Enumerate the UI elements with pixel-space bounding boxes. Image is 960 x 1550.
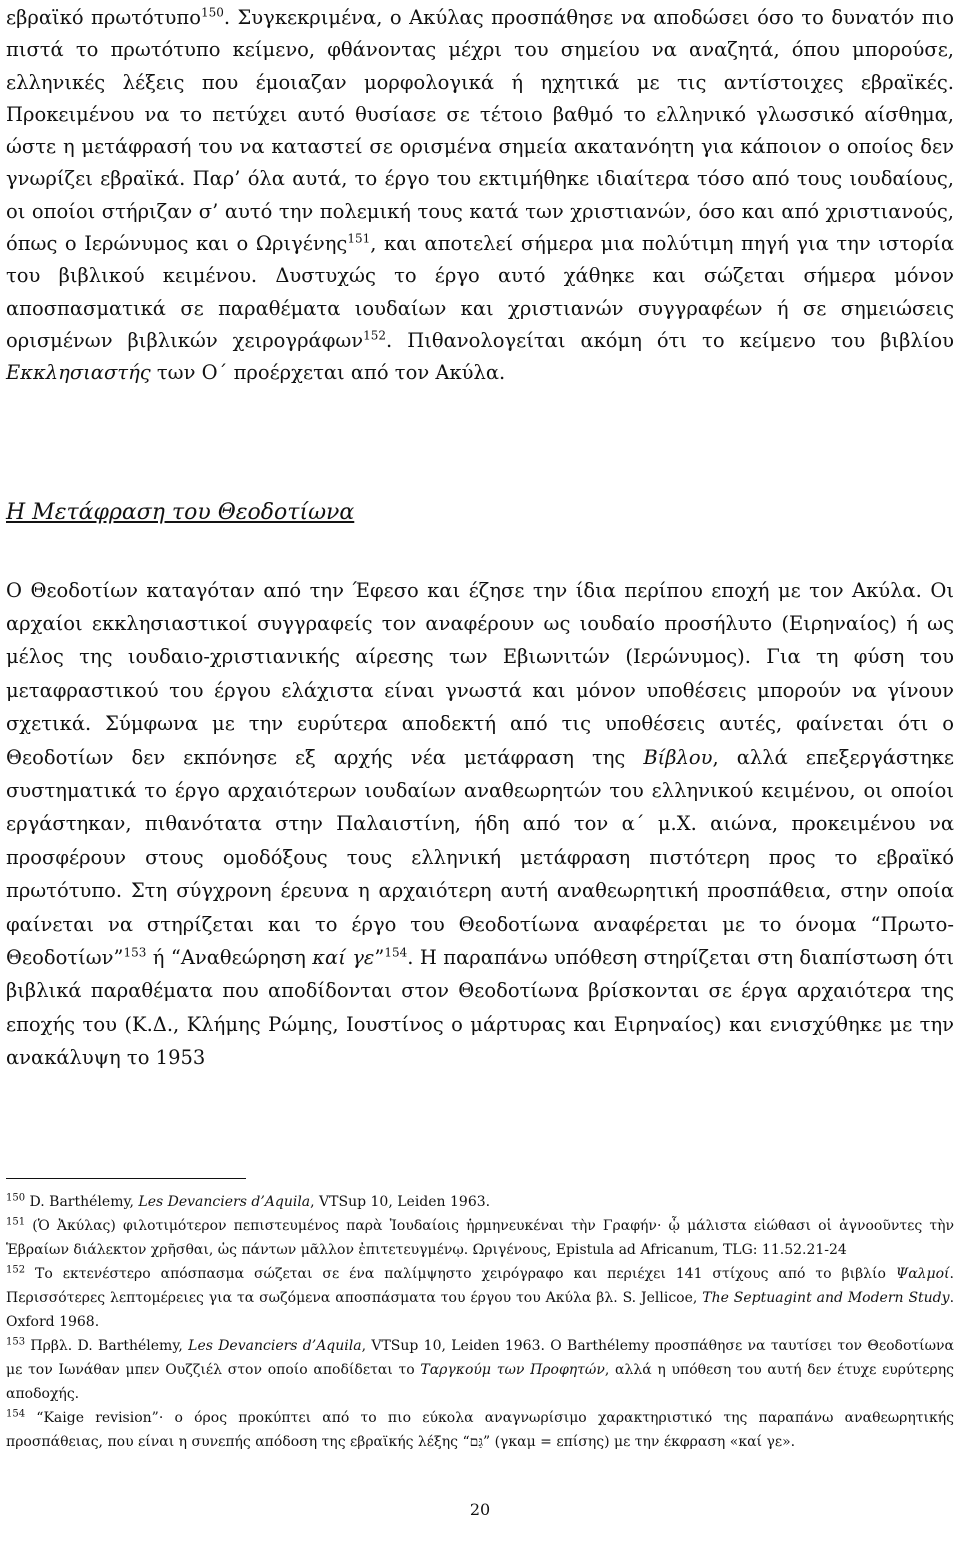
text-run: , VTSup 10, Leiden 1963. [310, 1194, 491, 1210]
footnote-152 [6, 1262, 954, 1334]
text-run: Πρβλ. D. Barthélemy, [25, 1338, 189, 1354]
footnote-154 [6, 1406, 954, 1454]
text-run: D. Barthélemy, [25, 1194, 139, 1210]
text-run: ” [374, 945, 385, 969]
hebrew-word: גַּם [469, 1434, 483, 1450]
text-run: “Kaige revision”· ο όρος προκύπτει από το πιο εύκολα αναγνωρίσιμο χαρακτηριστικό της παραπάνω αναθεωρητικής προσπάθειας, που είναι η συνεπής απόδοση της εβραϊκής λέξης “ [6, 1410, 954, 1450]
book-title: Εκκλησιαστής [6, 361, 151, 385]
page-number: 20 [469, 1500, 491, 1519]
book-title: Ταργκούμ των Προφητών [420, 1362, 605, 1378]
footnote-ref-152[interactable]: 152 [363, 328, 387, 343]
footnote-number: 152 [6, 1264, 26, 1276]
book-title: Ψαλμοί [895, 1266, 950, 1282]
text-run: , αλλά επεξεργάστηκε συστηματικά το έργο αρχαιότερων ιουδαίων αναθεωρητών του ελληνικού κειμένου, οι οποίοι εργάστηκαν, πιθανότατα στην Παλαιστίνη, ήδη από τον α΄ μ.Χ. αιώνα, προκειμένου να προσφέρουν στους ομοδόξους τους ελληνική μετάφραση πιστότερη προς το εβραϊκό πρωτότυπο. Στη σύγχρονη έρευνα η αρχαιότερη αυτή αναθεωρητική προσπάθεια, στην οποία φαίνεται να στηρίζεται και το έργο του Θεοδοτίωνα αναφέρεται με το όνομα “Πρωτο-Θεοδοτίων” [6, 745, 954, 969]
text-run: . Oxford 1968. [6, 1290, 955, 1330]
text-run: , και αποτελεί σήμερα μια πολύτιμη πηγή για την ιστορία του βιβλικού κειμένου. Δυστυχώς το έργο αυτό χάθηκε και σώζεται σήμερα μόνον αποσπασματικά σε παραθέματα ιουδαίων και χριστιανών συγγραφέων ή σε σημειώσεις ορισμένων βιβλικών χειρογράφων [6, 232, 955, 352]
book-title: The Septuagint and Modern Study [702, 1290, 950, 1306]
text-run: , αλλά η υπόθεση του αυτή δεν έτυχε ευρύτερης αποδοχής. [6, 1362, 955, 1402]
text-run: ” (γκαμ = επίσης) με την έκφραση «καί γε». [482, 1434, 796, 1450]
text-run: . Περισσότερες λεπτομέρειες για τα σωζόμενα αποσπάσματα του έργου του Ακύλα βλ. S. Jellicoe, [6, 1266, 954, 1306]
footnotes [6, 1190, 954, 1454]
text-run: , VTSup 10, Leiden 1963. O Barthélemy προσπάθησε να ταυτίσει τον Θεοδοτίωνα με τον Ιωνάθαν μπεν Ουζζιέλ στον οποίο αποδίδεται το [6, 1338, 954, 1378]
book-title: Βίβλου [643, 745, 713, 769]
paragraph-aquila [6, 2, 954, 390]
footnote-151 [6, 1214, 954, 1262]
footnote-number: 153 [6, 1336, 26, 1348]
section-paragraph [6, 554, 954, 1094]
footnote-divider [6, 1178, 246, 1179]
text-run: (Ὁ Ἀκύλας) φιλοτιμότερον πεπιστευμένος παρὰ Ἰουδαίοις ἡρμηνευκέναι τὴν Γραφήν· ᾧ μάλιστα εἰώθασι οἱ ἀγνοοῦντες τὴν Ἑβραίων διάλεκτον χρῆσθαι, ὡς πάντων μᾶλλον ἐπιτετευγμένῳ. Ωριγένους, Epistula ad Africanum, TLG: 11.52.21-24 [6, 1218, 954, 1258]
section-heading: Η Μετάφραση του Θεοδοτίωνα [6, 500, 355, 525]
text-run: Το εκτενέστερο απόσπασμα σώζεται σε ένα παλίμψηστο χειρόγραφο και περιέχει 141 στίχους από το βιβλίο [25, 1266, 896, 1282]
footnote-ref-150[interactable]: 150 [200, 5, 224, 20]
footnote-number: 150 [6, 1192, 26, 1204]
italic-term: καί γε [312, 945, 375, 969]
footnote-number: 151 [6, 1216, 26, 1228]
footnote-150 [6, 1190, 954, 1214]
text-run: των Ο΄ προέρχεται από τον Ακύλα. [150, 361, 506, 385]
footnote-number: 154 [6, 1408, 26, 1420]
body-paragraph [6, 2, 954, 390]
book-title: Les Devanciers d’Aquila [138, 1194, 311, 1210]
text-run: ή “Αναθεώρηση [146, 945, 313, 969]
footnote-ref-153[interactable]: 153 [123, 945, 147, 960]
footnote-153 [6, 1334, 954, 1406]
footnote-ref-154[interactable]: 154 [384, 945, 408, 960]
paragraph-theodotion [6, 574, 954, 1075]
footnote-ref-151[interactable]: 151 [347, 231, 371, 246]
text-run: . Η παραπάνω υπόθεση στηρίζεται στη διαπίστωση ότι βιβλικά παραθέματα που αποδίδονται στον Θεοδοτίωνα βρίσκονται σε έργα αρχαιότερα της εποχής του (Κ.Δ., Κλήμης Ρώμης, Ιουστίνος ο μάρτυρας και Ειρηναίος) και ενισχύθηκε με την ανακάλυψη το 1953 [6, 945, 954, 1070]
text-run: Ο Θεοδοτίων καταγόταν από την Έφεσο και έζησε την ίδια περίπου εποχή με τον Ακύλα. Οι αρχαίοι εκκλησιαστικοί συγγραφείς τον αναφέρουν ως ιουδαίο προσήλυτο (Ειρηναίος) ή ως μέλος της ιουδαιο-χριστιανικής αίρεσης των Εβιωνιτών (Ιερώνυμος). Για τη φύση του μεταφραστικού του έργου ελάχιστα είναι γνωστά και μόνον υποθέσεις μπορούν να γίνουν σχετικά. Σύμφωνα με την ευρύτερα αποδεκτή από τις υποθέσεις αυτές, φαίνεται ότι ο Θεοδοτίων δεν εκπόνησε εξ αρχής νέα μετάφραση της [6, 578, 954, 769]
text-run: . Συγκεκριμένα, ο Ακύλας προσπάθησε να αποδώσει όσο το δυνατόν πιο πιστά το πρωτότυπο κείμενο, φθάνοντας μέχρι του σημείου να αναζητά, όπου μπορούσε, ελληνικές λέξεις που έμοιαζαν μορφολογικά ή ηχητικά με τις αντίστοιχες εβραϊκές. Προκειμένου να το πετύχει αυτό θυσίασε σε τέτοιο βαθμό το ελληνικό γλωσσικό αίσθημα, ώστε η μετάφρασή του να καταστεί σε ορισμένα σημεία ακατανόητη για κάποιον ο οποίος δεν γνωρίζει εβραϊκά. Παρ’ όλα αυτά, το έργο του εκτιμήθηκε ιδιαίτερα τόσο από τους ιουδαίους, οι οποίοι στήριζαν σ’ αυτό την πολεμική τους κατά των χριστιανών, όσο και από χριστιανούς, όπως ο Ιερώνυμος και ο Ωριγένης [6, 6, 954, 256]
book-title: Les Devanciers d’Aquila [188, 1338, 362, 1354]
text-run: εβραϊκό πρωτότυπο [6, 6, 201, 29]
text-run: . Πιθανολογείται ακόμη ότι το κείμενο του βιβλίου [386, 328, 955, 352]
